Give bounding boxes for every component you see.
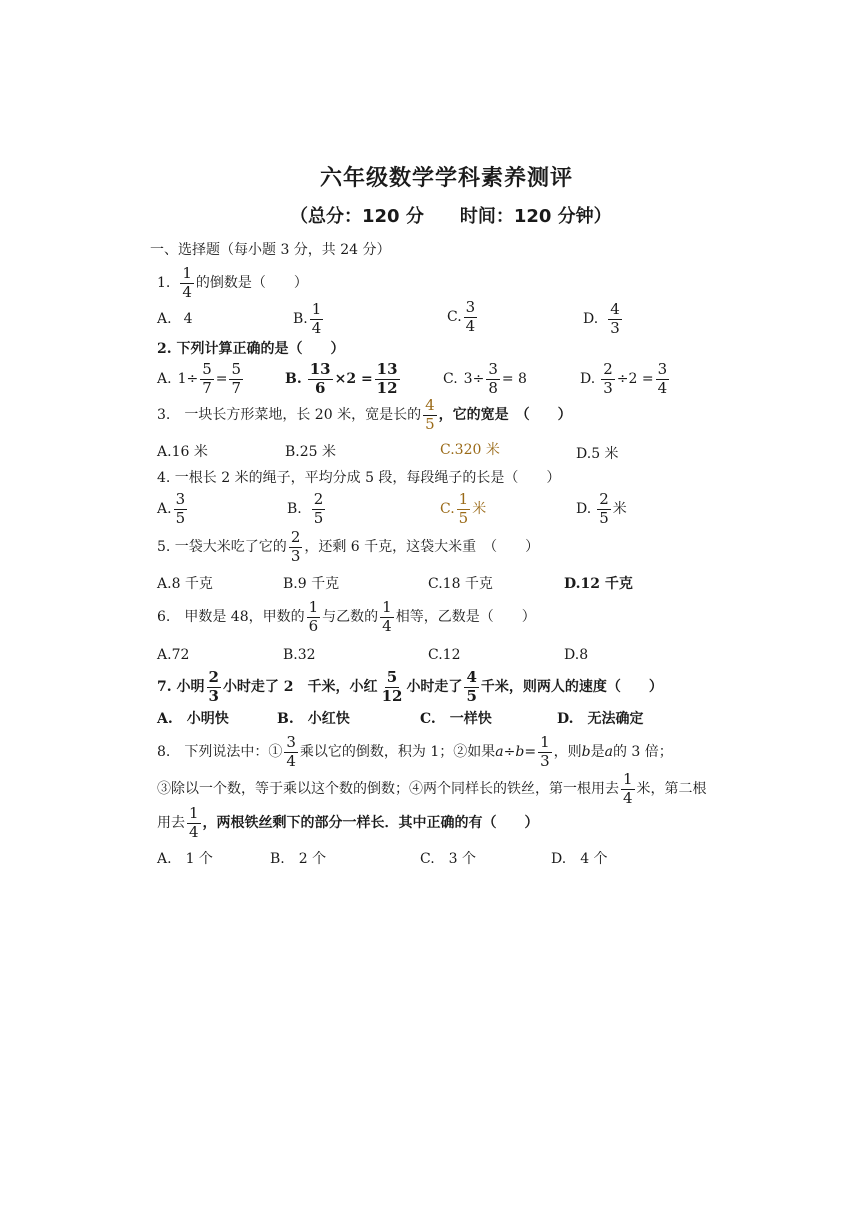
option-fraction: $\frac{3}{4}$ <box>465 298 476 335</box>
option-fraction: $\frac{5}{7}$ <box>231 360 242 397</box>
question-stem: 的 3 倍； <box>612 744 673 761</box>
option-label: A. <box>157 501 172 518</box>
q7-option-a[interactable] <box>157 712 229 726</box>
option-value: 16 米 <box>171 444 208 460</box>
option-value: 320 米 <box>454 442 500 458</box>
option-label: B. <box>283 576 298 592</box>
option-fraction: $\frac{4}{3}$ <box>610 300 620 337</box>
option-fraction: $\frac{2}{5}$ <box>599 490 609 527</box>
option-fraction: $\frac{2}{5}$ <box>313 490 324 527</box>
option-label: B. <box>293 311 308 328</box>
q5-option-b[interactable] <box>283 577 339 591</box>
q1-option-b[interactable] <box>293 302 325 337</box>
option-unit: 米 <box>472 501 487 518</box>
q1-option-d[interactable] <box>583 302 624 337</box>
question-8-line-1 <box>157 735 673 770</box>
option-fraction: $\frac{1}{5}$ <box>458 490 469 527</box>
option-label: C. <box>447 309 462 326</box>
fraction: $\frac{2}{3}$ <box>208 668 219 705</box>
question-stem: 与乙数的 <box>322 609 379 626</box>
option-label: B. <box>270 851 285 867</box>
option-text: 3÷ <box>463 371 485 388</box>
option-label: A. <box>157 851 172 867</box>
q8-option-c[interactable] <box>420 852 476 866</box>
question-stem: ，两根铁丝剩下的部分一样长．其中正确的有（ ） <box>202 815 539 832</box>
q6-option-b[interactable] <box>283 648 316 662</box>
option-text: = <box>215 371 228 388</box>
option-label: B. <box>285 371 302 388</box>
math-variable: b <box>515 744 525 761</box>
fraction: $\frac{3}{4}$ <box>286 733 296 770</box>
option-label: C. <box>440 442 455 458</box>
question-stem: ，则 <box>553 744 582 761</box>
option-fraction: $\frac{13}{12}$ <box>376 360 398 397</box>
q4-option-d[interactable] <box>576 492 627 527</box>
option-label: A. <box>157 576 172 592</box>
question-1 <box>157 266 308 301</box>
q7-option-c[interactable] <box>420 712 492 726</box>
question-number: 1. <box>157 275 171 292</box>
q7-option-b[interactable] <box>277 712 350 726</box>
option-label: D. <box>557 711 574 727</box>
q3-option-c[interactable] <box>440 443 500 457</box>
option-fraction: $\frac{2}{3}$ <box>603 360 613 397</box>
option-value: 25 米 <box>299 444 337 460</box>
question-stem: ，它的宽是 （ ） <box>438 407 572 424</box>
option-label: D. <box>551 851 567 867</box>
q5-option-a[interactable] <box>157 577 213 591</box>
option-value: 4 <box>183 311 193 327</box>
option-label: A. <box>157 311 172 327</box>
question-stem: 用去 <box>157 815 185 832</box>
q4-option-b[interactable] <box>287 492 327 527</box>
q3-option-b[interactable] <box>285 445 336 459</box>
question-stem: 的倒数是（ ） <box>195 275 308 292</box>
option-fraction: $\frac{3}{4}$ <box>657 360 668 397</box>
question-stem: 是 <box>590 744 605 761</box>
question-2: 2. 下列计算正确的是（ ） <box>157 341 345 357</box>
q1-option-c[interactable] <box>447 300 479 335</box>
q2-option-b[interactable] <box>285 362 402 397</box>
option-label: C. <box>440 501 455 518</box>
fraction: $\frac{5}{12}$ <box>381 668 403 705</box>
q4-option-a[interactable] <box>157 492 189 527</box>
option-value: 一样快 <box>449 711 492 727</box>
math-variable: b <box>581 744 591 761</box>
math-variable: a <box>495 744 504 761</box>
q7-option-d[interactable] <box>557 712 644 726</box>
question-stem: 乘以它的倒数，积为 1；②如果 <box>299 744 496 761</box>
option-text: = 8 <box>501 371 527 388</box>
q5-option-c[interactable] <box>428 577 493 591</box>
question-stem: 7. 小明 <box>157 679 205 696</box>
option-label: D. <box>564 647 580 663</box>
option-fraction: $\frac{3}{5}$ <box>175 490 186 527</box>
question-stem: 米，第二根 <box>636 781 707 798</box>
option-value: 1 个 <box>185 851 213 867</box>
q5-option-d[interactable] <box>564 577 633 591</box>
q6-option-c[interactable] <box>428 648 461 662</box>
option-fraction: $\frac{3}{8}$ <box>488 360 498 397</box>
option-text: 1÷ <box>177 371 199 388</box>
option-label: D. <box>576 501 592 518</box>
option-label: B. <box>285 444 300 460</box>
section-heading: 一、选择题（每小题 3 分，共 24 分） <box>150 242 391 258</box>
q8-option-b[interactable] <box>270 852 326 866</box>
q8-option-a[interactable] <box>157 852 213 866</box>
question-8-line-3 <box>157 806 539 841</box>
q8-option-d[interactable] <box>551 852 608 866</box>
q4-option-c[interactable] <box>440 492 486 527</box>
q2-option-d[interactable] <box>580 362 671 397</box>
question-stem: 小时走了 2 千米，小红 <box>222 679 378 696</box>
option-unit: 米 <box>612 501 627 518</box>
option-label: C. <box>420 711 436 727</box>
fraction: $\frac{1}{4}$ <box>623 770 633 807</box>
option-value: 2 个 <box>298 851 327 867</box>
option-label: D. <box>580 371 596 388</box>
option-value: 8 <box>579 647 589 663</box>
option-label: D. <box>576 446 592 462</box>
question-8-line-2 <box>157 772 707 807</box>
q3-option-a[interactable] <box>157 445 208 459</box>
q3-option-d[interactable] <box>576 447 619 461</box>
option-label: C. <box>428 576 443 592</box>
fraction: $\frac{1}{4}$ <box>182 264 192 301</box>
option-value: 小红快 <box>307 711 350 727</box>
option-value: 72 <box>171 647 190 663</box>
q2-option-a[interactable] <box>157 362 245 397</box>
option-label: B. <box>287 501 302 518</box>
question-3 <box>157 398 572 433</box>
question-4: 4. 一根长 2 米的绳子，平均分成 5 段，每段绳子的长是（ ） <box>157 470 561 486</box>
option-label: B. <box>283 647 298 663</box>
question-stem: 相等，乙数是（ ） <box>395 609 536 626</box>
option-value: 9 千克 <box>297 576 340 592</box>
option-value: 5 米 <box>591 446 619 462</box>
question-stem: 3. 一块长方形菜地，长 20 米，宽是长的 <box>157 407 422 424</box>
fraction: $\frac{2}{3}$ <box>290 528 301 565</box>
option-label: D. <box>564 576 581 592</box>
option-fraction: $\frac{5}{7}$ <box>202 360 212 397</box>
option-label: A. <box>157 444 172 460</box>
question-stem: 5. 一袋大米吃了它的 <box>157 539 287 556</box>
option-label: D. <box>583 311 599 328</box>
option-value: 12 千克 <box>580 576 633 592</box>
question-stem: 千米，则两人的速度（ ） <box>480 679 663 696</box>
q6-option-d[interactable] <box>564 648 588 662</box>
q1-option-a[interactable] <box>157 312 192 326</box>
option-label: B. <box>277 711 294 727</box>
fraction: $\frac{1}{6}$ <box>308 598 319 635</box>
question-5 <box>157 530 539 565</box>
option-value: 8 千克 <box>171 576 213 592</box>
question-stem: ，还剩 6 千克，这袋大米重 （ ） <box>304 539 540 556</box>
question-stem: 6. 甲数是 48，甲数的 <box>157 609 305 626</box>
q6-option-a[interactable] <box>157 648 189 662</box>
question-stem: ③除以一个数，等于乘以这个数的倒数；④两个同样长的铁丝，第一根用去 <box>157 781 619 798</box>
option-label: C. <box>428 647 443 663</box>
option-value: 32 <box>297 647 316 663</box>
question-stem: 8. 下列说法中：① <box>157 744 283 761</box>
option-label: C. <box>443 371 458 388</box>
math-operator: = <box>524 744 537 761</box>
option-label: A. <box>157 371 172 388</box>
fraction: $\frac{1}{3}$ <box>540 733 550 770</box>
option-label: A. <box>157 711 173 727</box>
option-value: 18 千克 <box>442 576 493 592</box>
fraction: $\frac{1}{4}$ <box>382 598 392 635</box>
option-fraction: $\frac{13}{6}$ <box>309 360 331 397</box>
fraction: $\frac{1}{4}$ <box>189 804 199 841</box>
option-value: 12 <box>442 647 461 663</box>
option-value: 无法确定 <box>587 711 644 727</box>
option-text: ×2 = <box>334 371 373 388</box>
option-label: C. <box>420 851 435 867</box>
option-label: A. <box>157 647 172 663</box>
option-text: ÷2 = <box>616 371 654 388</box>
math-operator: ÷ <box>503 744 516 761</box>
question-6 <box>157 600 536 635</box>
fraction: $\frac{4}{5}$ <box>466 668 477 705</box>
question-7 <box>157 670 663 705</box>
fraction: $\frac{4}{5}$ <box>425 396 435 433</box>
option-value: 4 个 <box>580 851 608 867</box>
page-title: 六年级数学学科素养测评 <box>320 166 574 191</box>
question-stem: 小时走了 <box>406 679 463 696</box>
option-value: 小明快 <box>186 711 229 727</box>
page-subtitle: （总分：120 分 时间：120 分钟） <box>290 206 612 227</box>
q2-option-c[interactable] <box>443 362 527 397</box>
option-fraction: $\frac{1}{4}$ <box>311 300 322 337</box>
option-value: 3 个 <box>448 851 477 867</box>
math-variable: a <box>604 744 613 761</box>
